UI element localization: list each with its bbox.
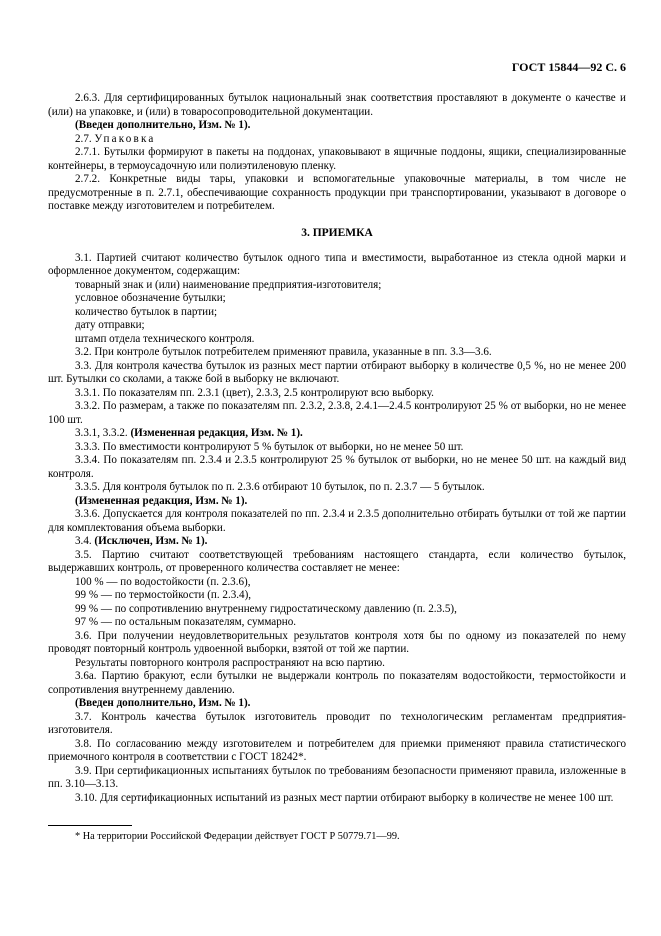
paragraph-3-3-2: 3.3.2. По размерам, а также по показателям пп. 2.3.2, 2.3.8, 2.4.1—2.4.5 контролируют 25 % от выборки, но не менее 100 шт. bbox=[48, 400, 626, 426]
list-item: дату отправки; bbox=[75, 319, 145, 331]
paragraph-3-6-continued: Результаты повторного контроля распространяют на всю партию. bbox=[75, 656, 385, 669]
paragraph-3-6a: 3.6а. Партию бракуют, если бутылки не выдержали контроль по показателям водостойкости, термостойкости и сопротивления внутреннему давлению. bbox=[48, 670, 626, 696]
paragraph-3-9: 3.9. При сертификационных испытаниях бутылок по требованиям безопасности применяют правила, изложенные в пп. 3.10—3.13. bbox=[48, 764, 626, 790]
paragraph-3-1: 3.1. Партией считают количество бутылок одного типа и вместимости, выработанное из стекла одной марки и оформленное документом, содержащим: bbox=[48, 251, 626, 277]
subsection-2-7-heading bbox=[48, 133, 626, 147]
paragraph-3-10: 3.10. Для сертификационных испытаний из разных мест партии отбирают выборку в количестве не менее 100 шт. bbox=[75, 791, 614, 804]
subsection-number: 2.7. bbox=[75, 132, 92, 145]
paragraph-3-4 bbox=[48, 535, 626, 549]
list-item: условное обозначение бутылки; bbox=[75, 292, 226, 304]
amendment-note: (Измененная редакция, Изм. № 1). bbox=[75, 494, 248, 507]
subsection-title: Упаковка bbox=[94, 132, 156, 145]
list-item: 99 % — по термостойкости (п. 2.3.4), bbox=[75, 589, 252, 601]
list-item: 100 % — по водостойкости (п. 2.3.6), bbox=[75, 575, 251, 588]
footnote-divider bbox=[48, 825, 132, 826]
document-page bbox=[48, 0, 626, 936]
paragraph-3-3: 3.3. Для контроля качества бутылок из разных мест партии отбирают выборку в количестве 0,5 %, но не менее 200 шт. Бутылки со сколами, а также бой в выборку не включают. bbox=[48, 359, 626, 385]
paragraph-3-2: 3.2. При контроле бутылок потребителем применяют правила, указанные в пп. 3.3—3.6. bbox=[75, 346, 492, 358]
document-body bbox=[48, 92, 626, 805]
list-item: 99 % — по сопротивлению внутреннему гидростатическому давлению (п. 2.3.5), bbox=[75, 602, 457, 615]
paragraph-3-3-1: 3.3.1. По показателям пп. 2.3.1 (цвет), 2.3.3, 2.5 контролируют всю выборку. bbox=[75, 386, 434, 399]
paragraph-2-6-3: 2.6.3. Для сертифицированных бутылок национальный знак соответствия проставляют в документе о качестве и (или) на упаковке, и (или) в товаросопроводительной документации. bbox=[48, 92, 626, 118]
amendment-note: (Введен дополнительно, Изм. № 1). bbox=[75, 119, 251, 131]
paragraph-3-3-3: 3.3.3. По вместимости контролируют 5 % бутылок от выборки, но не менее 50 шт. bbox=[75, 440, 464, 453]
footnote: * На территории Российской Федерации действует ГОСТ Р 50779.71—99. bbox=[75, 831, 400, 842]
paragraph-3-8: 3.8. По согласованию между изготовителем и потребителем для приемки применяют правила статистического приемочного контроля в соответствии с ГОСТ 18242*. bbox=[48, 737, 626, 763]
section-title: 3. ПРИЕМКА bbox=[301, 226, 373, 239]
paragraph-2-7-2: 2.7.2. Конкретные виды тары, упаковки и вспомогательные упаковочные материалы, в том числе не предусмотренные в п. 2.7.1, обеспечивающие сохранность продукции при транспортировании, указывают в договоре о поставке между изготовителем и потребителем. bbox=[48, 173, 626, 212]
paragraph-3-7: 3.7. Контроль качества бутылок изготовитель проводит по технологическим регламентам предприятия-изготовителя. bbox=[48, 710, 626, 736]
paragraph-number: 3.4. bbox=[75, 535, 92, 547]
paragraph-3-3-6: 3.3.6. Допускается для контроля показателей по пп. 2.3.4 и 2.3.5 дополнительно отбирать бутылки от той же партии для комплектования объема выборки. bbox=[48, 508, 626, 534]
list-item: товарный знак и (или) наименование предприятия-изготовителя; bbox=[75, 278, 382, 291]
paragraph-3-6: 3.6. При получении неудовлетворительных результатов контроля хотя бы по одному из показателей по нему проводят повторный контроль удвоенной выборки, взятой от той же партии. bbox=[48, 629, 626, 655]
paragraph-3-3-4: 3.3.4. По показателям пп. 2.3.4 и 2.3.5 контролируют 25 % бутылок от выборки, но не менее 50 шт. на каждый вид контроля. bbox=[48, 454, 626, 480]
paragraph-3-5: 3.5. Партию считают соответствующей требованиям настоящего стандарта, если количество бутылок, выдержавших контроль, от проверенного количества составляет не менее: bbox=[48, 548, 626, 574]
paragraph-2-7-1: 2.7.1. Бутылки формируют в пакеты на поддонах, упаковывают в ящичные поддоны, ящики, специализированные контейнеры, в термоусадочную или полиэтиленовую пленку. bbox=[48, 146, 626, 172]
amendment-note bbox=[48, 427, 626, 441]
paragraph-3-3-5: 3.3.5. Для контроля бутылок по п. 2.3.6 отбирают 10 бутылок, по п. 2.3.7 — 5 бутылок. bbox=[75, 481, 485, 493]
list-item: штамп отдела технического контроля. bbox=[75, 332, 255, 345]
amendment-text: (Исключен, Изм. № 1). bbox=[94, 535, 208, 547]
list-item: 97 % — по остальным показателям, суммарно. bbox=[75, 616, 297, 628]
amendment-note: (Введен дополнительно, Изм. № 1). bbox=[75, 697, 251, 709]
list-item: количество бутылок в партии; bbox=[75, 305, 218, 318]
page-header: ГОСТ 15844—92 С. 6 bbox=[511, 60, 626, 74]
amendment-text: (Измененная редакция, Изм. № 1). bbox=[130, 427, 303, 439]
amendment-prefix: 3.3.1, 3.3.2. bbox=[75, 427, 128, 439]
